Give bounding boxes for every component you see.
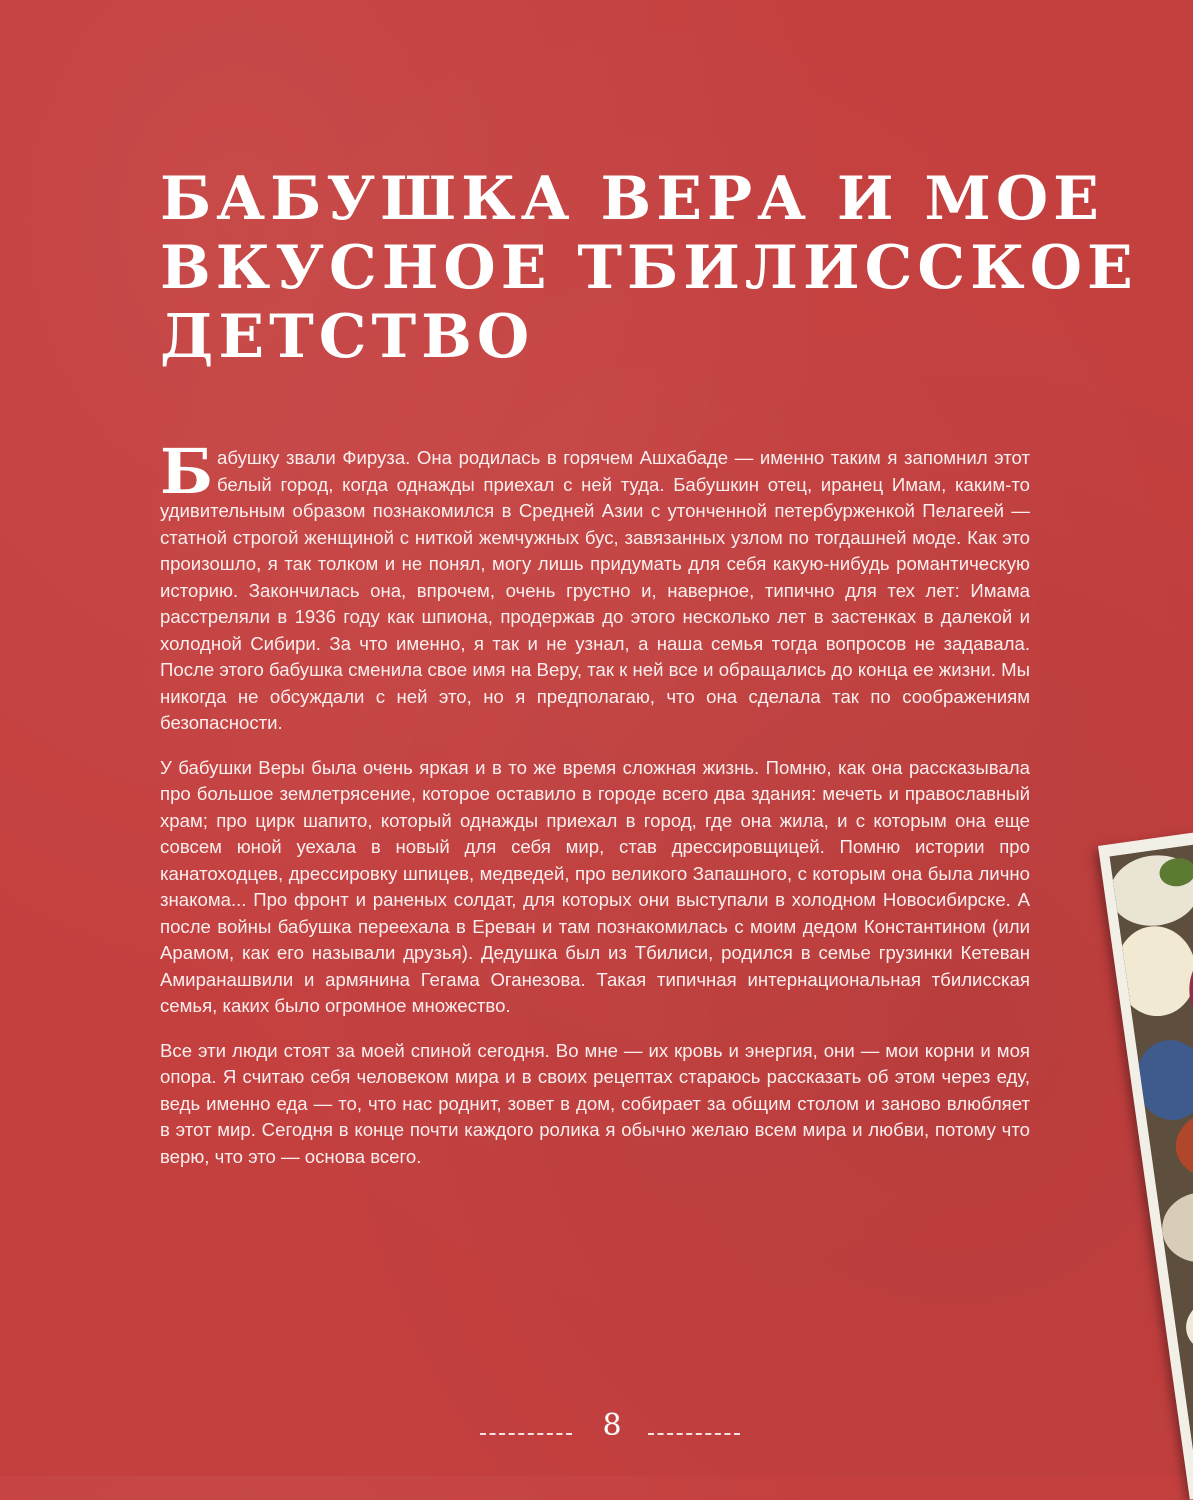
title-line-1: БАБУШКА ВЕРА И МОЕ <box>160 164 1104 234</box>
food-photo-illustration <box>1110 838 1193 1498</box>
page-title <box>160 164 1138 372</box>
title-line-3: ДЕТСТВО <box>160 302 535 372</box>
paragraph-2: У бабушки Веры была очень яркая и в то же время сложная жизнь. Помню, как она рассказывала про большое землетрясение, которое оставило в городе всего два здания: мечеть и православный храм; про цирк шапито, который однажды приехал в город, где она жила, и с которым она еще совсем юной уехала в новый для себя мир, став дрессировщицей. Помню истории про канатоходцев, дрессировку шпицев, медведей, про великого Запашного, с которым она была лично знакома... Про фронт и раненых солдат, для которых они выступали в холодном Новосибирске. А после войны бабушка переехала в Ереван и там познакомилась с моим дедом Константином (или Арамом, как его называли друзья). Дедушка был из Тбилиси, родился в семье грузинки Кетеван Амиранашвили и армянина Гегама Оганезова. Такая типичная интернациональная тбилисская семья, каких было огромное множество. <box>160 756 1030 1016</box>
food-photo-image <box>1110 838 1193 1498</box>
paragraph-3: Все эти люди стоят за моей спиной сегодня. Во мне — их кровь и энергия, они — мои корни и моя опора. Я считаю себя человеком мира и в своих рецептах стараюсь рассказать об этом через еду, ведь именно еда — то, что нас роднит, зовет в дом, собирает за общим столом и заново влюбляет в этот мир. Сегодня в конце почти каждого ролика я обычно желаю всем мира и любви, потому что верю, что это — основа всего. <box>160 1039 1030 1167</box>
title-line-2: ВКУСНОЕ ТБИЛИССКОЕ <box>160 233 1138 303</box>
paragraph-1-text: абушку звали Фируза. Она родилась в горячем Ашхабаде — именно таким я запомнил этот белый город, когда однажды приехал с ней туда. Бабушкин отец, иранец Имам, каким-то удивительным образом познакомился в Средней Азии с утонченной петербурженкой Пелагеей — статной строгой женщиной с ниткой жемчужных бус, завязанных узлом по тогдашней моде. Как это произошло, я так толком и не понял, могу лишь придумать для себя какую-нибудь романтическую историю. Закончилась она, впрочем, очень грустно и, наверное, типично для тех лет: Имама расстреляли в 1936 году как шпиона, продержав до этого несколько лет в застенках в далекой и холодной Сибири. За что именно, я так и не узнал, а наша семья тогда вопросов не задавала. После этого бабушка сменила свое имя на Веру, так к ней все и обращались до конца ее жизни. Мы никогда не обсуждали с ней это, но я предполагаю, что она сделала так по соображениям безопасности. <box>160 447 1030 733</box>
footer-divider-right <box>648 1433 740 1435</box>
paragraph-1 <box>160 435 1030 737</box>
food-photo <box>1098 827 1193 1500</box>
page-number: 8 <box>602 1408 622 1443</box>
article-body <box>160 435 1030 1188</box>
drop-cap: Б <box>160 435 213 508</box>
page-number-footer <box>480 1408 744 1448</box>
footer-divider-left <box>480 1433 572 1435</box>
